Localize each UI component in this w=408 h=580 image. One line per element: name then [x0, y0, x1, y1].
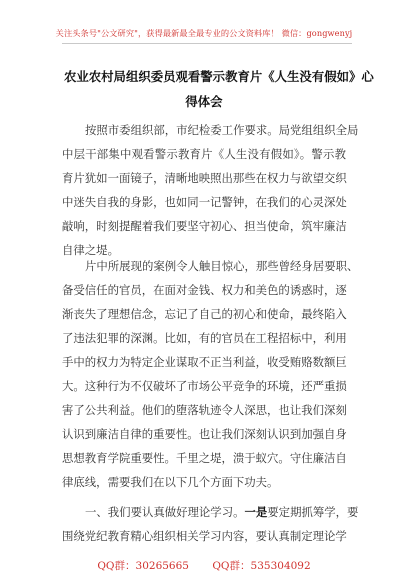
paragraph-line: 育片犹如一面镜子，清晰地映照出那些在权力与欲望交织: [62, 171, 347, 185]
paragraph-3: [62, 500, 359, 548]
paragraph-1: [62, 118, 359, 262]
paragraph-text: 要定期抓筹学，要: [267, 505, 359, 519]
paragraph-line: 按照市委组织部，市纪检委工作要求。局党组组织全局: [85, 123, 359, 137]
paragraph-line: 片中所展现的案例令人触目惊心，那些曾经身居要职、: [85, 259, 359, 273]
paragraph-line: 了违法犯罪的深渊。比如，有的官员在工程招标中，利用: [62, 331, 347, 345]
paragraph-line: 中层干部集中观看警示教育片《人生没有假如》。警示教: [62, 147, 346, 161]
paragraph-2: [62, 254, 359, 494]
paragraph-line: 中迷失自我的身影，也如同一记警钟，在我们的心灵深处: [62, 195, 347, 209]
paragraph-line: 律底线，需要我们在以下几个方面下功夫。: [62, 475, 279, 489]
paragraph-line: 渐丧失了理想信念，忘记了自己的初心和使命，最终陷入: [62, 307, 347, 321]
qq-group-1: QQ群：30265665: [97, 560, 189, 572]
paragraph-line: 敲响，时刻提醒着我们要坚守初心、担当使命，筑牢廉洁: [62, 219, 347, 233]
paragraph-line: 手中的权力为特定企业谋取不正当利益，收受贿赂数额巨: [62, 355, 347, 369]
paragraph-line: 备受信任的官员，在面对金钱、权力和美色的诱惑时，逐: [62, 283, 347, 297]
title-line-2: 得体会: [185, 94, 223, 109]
header-banner: 关注头条号"公文研究"，获得最新最全最专业的公文资料库！ 微信：gongwenyj: [55, 28, 353, 38]
paragraph-line: 围绕党纪教育精心组织相关学习内容，要认真制定理论学: [62, 529, 347, 543]
paragraph-line: 自律之堤。: [62, 243, 119, 257]
paragraph-line: [62, 500, 359, 524]
document-title: [64, 64, 374, 114]
paragraph-line: 认识到廉洁自律的重要性。也让我们深刻认识到加强自身: [62, 427, 347, 441]
section-heading: 一、我们要认真做好理论学习。: [85, 505, 245, 519]
qq-group-2: QQ群：535304092: [212, 560, 311, 572]
paragraph-line: 思想教育学院重要性。千里之堤，溃于蚁穴。守住廉洁自: [62, 451, 347, 465]
header-divider: [62, 43, 352, 44]
footer-contacts: [0, 558, 408, 573]
paragraph-line: 大。这种行为不仅破坏了市场公平竞争的环境，还严重损: [62, 379, 347, 393]
paragraph-line: 害了公共利益。他们的堕落轨迹令人深思，也让我们深刻: [62, 403, 347, 417]
emphasis-text: 一是: [244, 505, 268, 519]
title-line-1: 农业农村局组织委员观看警示教育片《人生没有假如》心: [64, 69, 374, 84]
